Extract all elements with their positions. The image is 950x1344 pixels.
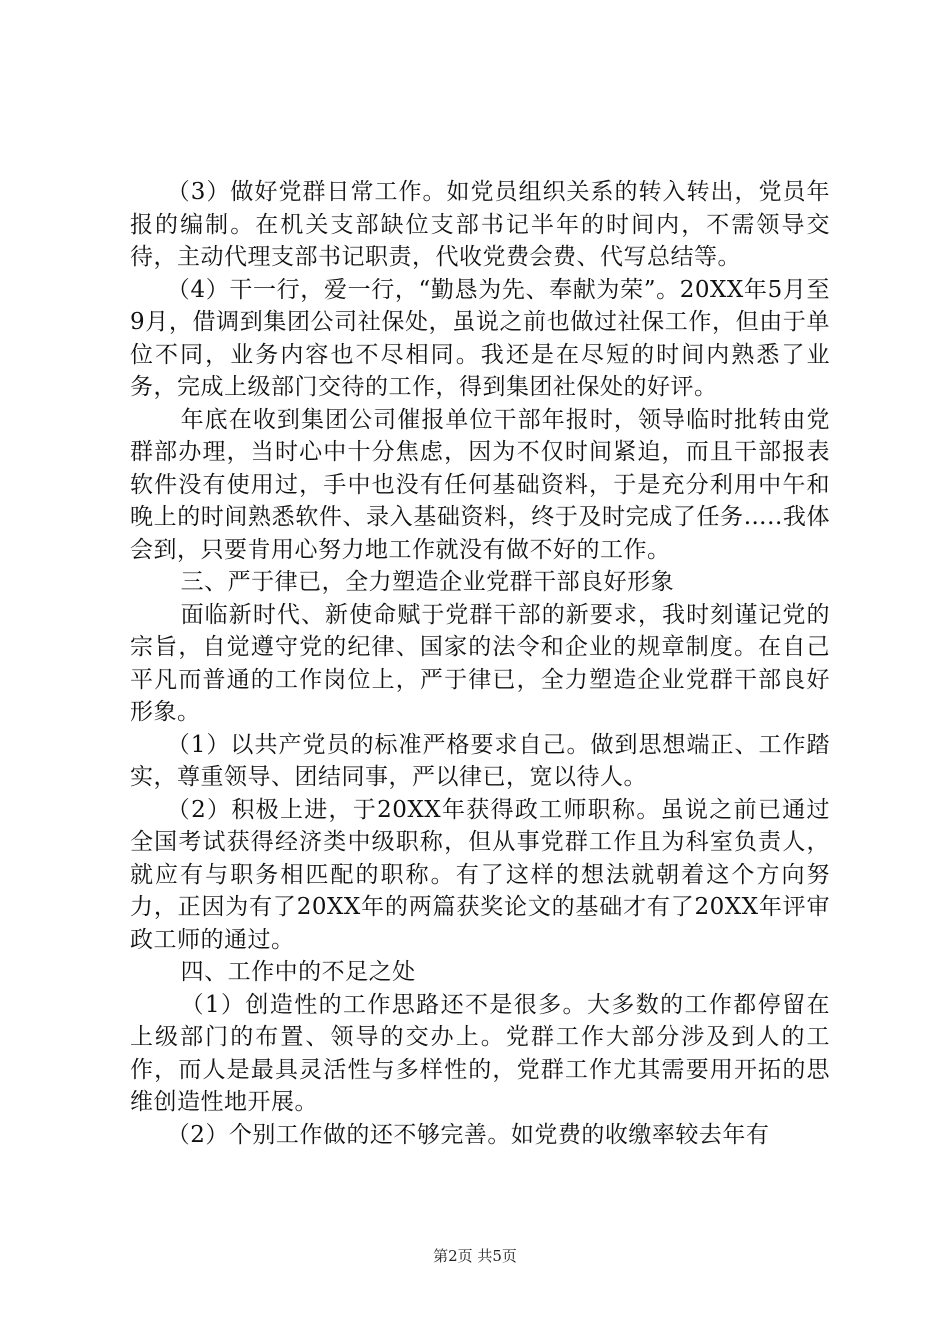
- paragraph-daily-work: （3）做好党群日常工作。如党员组织关系的转入转出，党员年报的编制。在机关支部缺位支部书记半年的时间内，不需领导交待，主动代理支部书记职责，代收党费会费、代写总结等。: [130, 179, 830, 270]
- paragraph-creative-ideas: （1）创造性的工作思路还不是很多。大多数的工作都停留在上级部门的布置、领导的交办上。党群工作大部分涉及到人的工作，而人是最具灵活性与多样性的，党群工作尤其需要用开拓的思维创造性地开展。: [130, 991, 830, 1115]
- paragraph-incomplete-work: （2）个别工作做的还不够完善。如党费的收缴率较去年有: [166, 1121, 770, 1148]
- document-body: [130, 176, 830, 1151]
- paragraph-new-era: 面临新时代、新使命赋于党群干部的新要求，我时刻谨记党的宗旨，自觉遵守党的纪律、国家的法令和企业的规章制度。在自己平凡而普通的工作岗位上，严于律已，全力塑造企业党群干部良好形象。: [130, 601, 830, 725]
- section-heading-self-discipline: 三、严于律已，全力塑造企业党群干部良好形象: [180, 569, 675, 595]
- paragraph-party-standard: （1）以共产党员的标准严格要求自己。做到思想端正、工作踏实，尊重领导、团结同事，严以律已，宽以待人。: [130, 731, 830, 790]
- section-heading-shortcomings: 四、工作中的不足之处: [180, 959, 416, 985]
- paragraph-title-promotion: （2）积极上进，于20XX年获得政工师职称。虽说之前已通过全国考试获得经济类中级职称，但从事党群工作且为科室负责人，就应有与职务相匹配的职称。有了这样的想法就朝着这个方向努力，正因为有了20XX年的两篇获奖论文的基础才有了20XX年评审政工师的通过。: [130, 796, 830, 953]
- page-footer: 第2页 共5页: [433, 1247, 517, 1265]
- paragraph-year-end-report: 年底在收到集团公司催报单位干部年报时，领导临时批转由党群部办理，当时心中十分焦虑，因为不仅时间紧迫，而且干部报表软件没有使用过，手中也没有任何基础资料，于是充分利用中午和晚上的时间熟悉软件、录入基础资料，终于及时完成了任务…..我体会到，只要肯用心努力地工作就没有做不好的工作。: [130, 406, 830, 563]
- paragraph-dedication: （4）干一行，爱一行，“勤恳为先、奉献为荣”。20XX年5月至9月，借调到集团公司社保处，虽说之前也做过社保工作，但由于单位不同，业务内容也不尽相同。我还是在尽短的时间内熟悉了业务，完成上级部门交待的工作，得到集团社保处的好评。: [130, 276, 830, 400]
